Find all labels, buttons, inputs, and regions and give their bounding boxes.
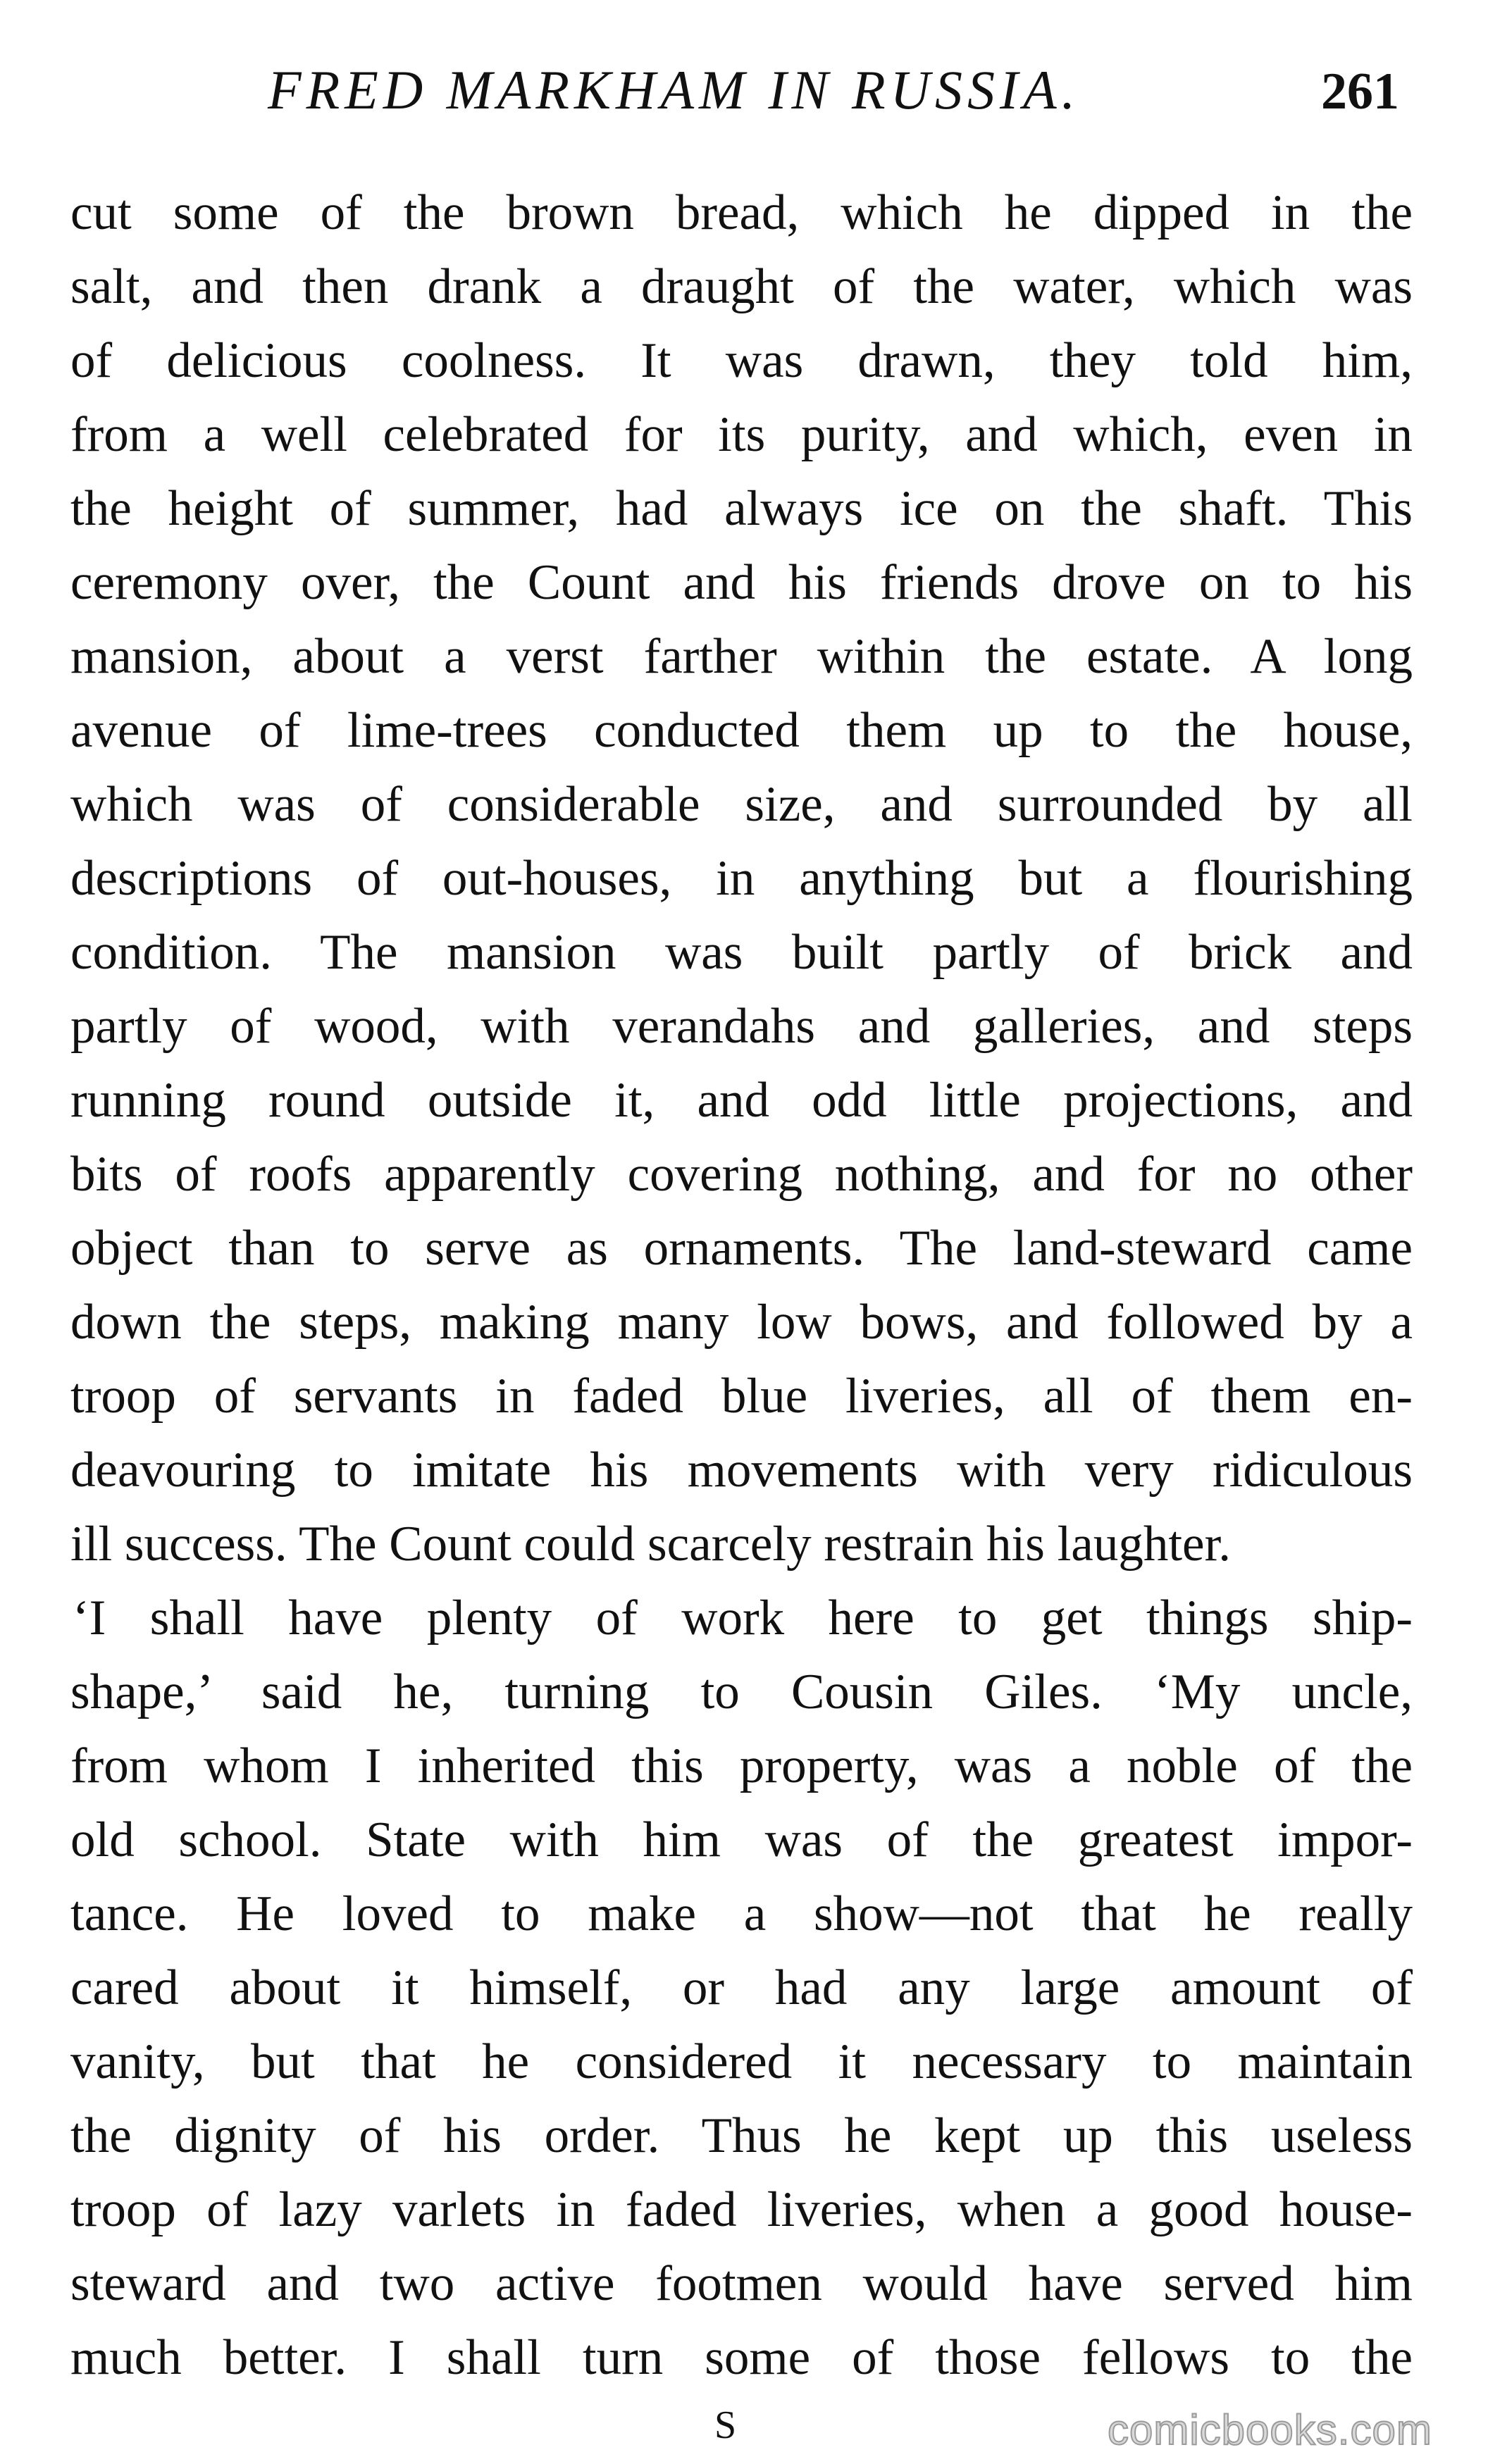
text-line: condition. The mansion was built partly of brick and: [70, 925, 1413, 980]
running-title: FRED MARKHAM IN RUSSIA.: [268, 59, 1081, 120]
text-line: old school. State with him was of the greatest impor-: [70, 1812, 1413, 1867]
text-line: partly of wood, with verandahs and galleries, and steps: [70, 999, 1413, 1054]
text-line: ‘I shall have plenty of work here to get things ship-: [73, 1591, 1413, 1645]
text-line: deavouring to imitate his movements with very ridiculous: [70, 1443, 1413, 1498]
text-line: troop of servants in faded blue liveries, all of them en-: [70, 1369, 1413, 1424]
text-line: the height of summer, had always ice on the shaft. This: [70, 481, 1413, 536]
watermark: comicbooks.com: [1108, 2406, 1432, 2453]
text-line: steward and two active footmen would have served him: [70, 2256, 1413, 2311]
text-line: much better. I shall turn some of those fellows to the: [70, 2330, 1413, 2385]
text-line: bits of roofs apparently covering nothing, and for no other: [70, 1147, 1413, 1202]
text-line: from whom I inherited this property, was a noble of the: [70, 1738, 1413, 1793]
text-line: ill success. The Count could scarcely restrain his laughter.: [70, 1517, 1232, 1572]
text-line: object than to serve as ornaments. The land-steward came: [70, 1221, 1413, 1276]
text-line: shape,’ said he, turning to Cousin Giles. ‘My uncle,: [70, 1665, 1413, 1719]
signature-mark: S: [714, 2403, 737, 2447]
text-line: ceremony over, the Count and his friends drove on to his: [70, 555, 1413, 610]
text-line: of delicious coolness. It was drawn, they told him,: [70, 333, 1413, 388]
text-line: which was of considerable size, and surrounded by all: [70, 777, 1413, 832]
text-line: descriptions of out-houses, in anything but a flourishing: [70, 851, 1413, 906]
text-line: mansion, about a verst farther within the estate. A long: [70, 629, 1413, 684]
body-text: [70, 176, 1413, 2395]
text-line: running round outside it, and odd little projections, and: [70, 1073, 1413, 1128]
text-line: troop of lazy varlets in faded liveries, when a good house-: [70, 2182, 1413, 2237]
text-line: salt, and then drank a draught of the water, which was: [70, 259, 1413, 314]
text-line: down the steps, making many low bows, and followed by a: [70, 1295, 1413, 1350]
text-line: cut some of the brown bread, which he dipped in the: [70, 185, 1413, 240]
text-line: cared about it himself, or had any large amount of: [70, 1960, 1413, 2015]
text-line: tance. He loved to make a show—not that he really: [70, 1886, 1413, 1941]
text-line: from a well celebrated for its purity, and which, even in: [70, 407, 1413, 462]
text-line: vanity, but that he considered it necessary to maintain: [70, 2034, 1413, 2089]
page-number: 261: [1321, 63, 1399, 120]
text-line: the dignity of his order. Thus he kept up this useless: [70, 2108, 1413, 2163]
text-line: avenue of lime-trees conducted them up to the house,: [70, 703, 1413, 758]
